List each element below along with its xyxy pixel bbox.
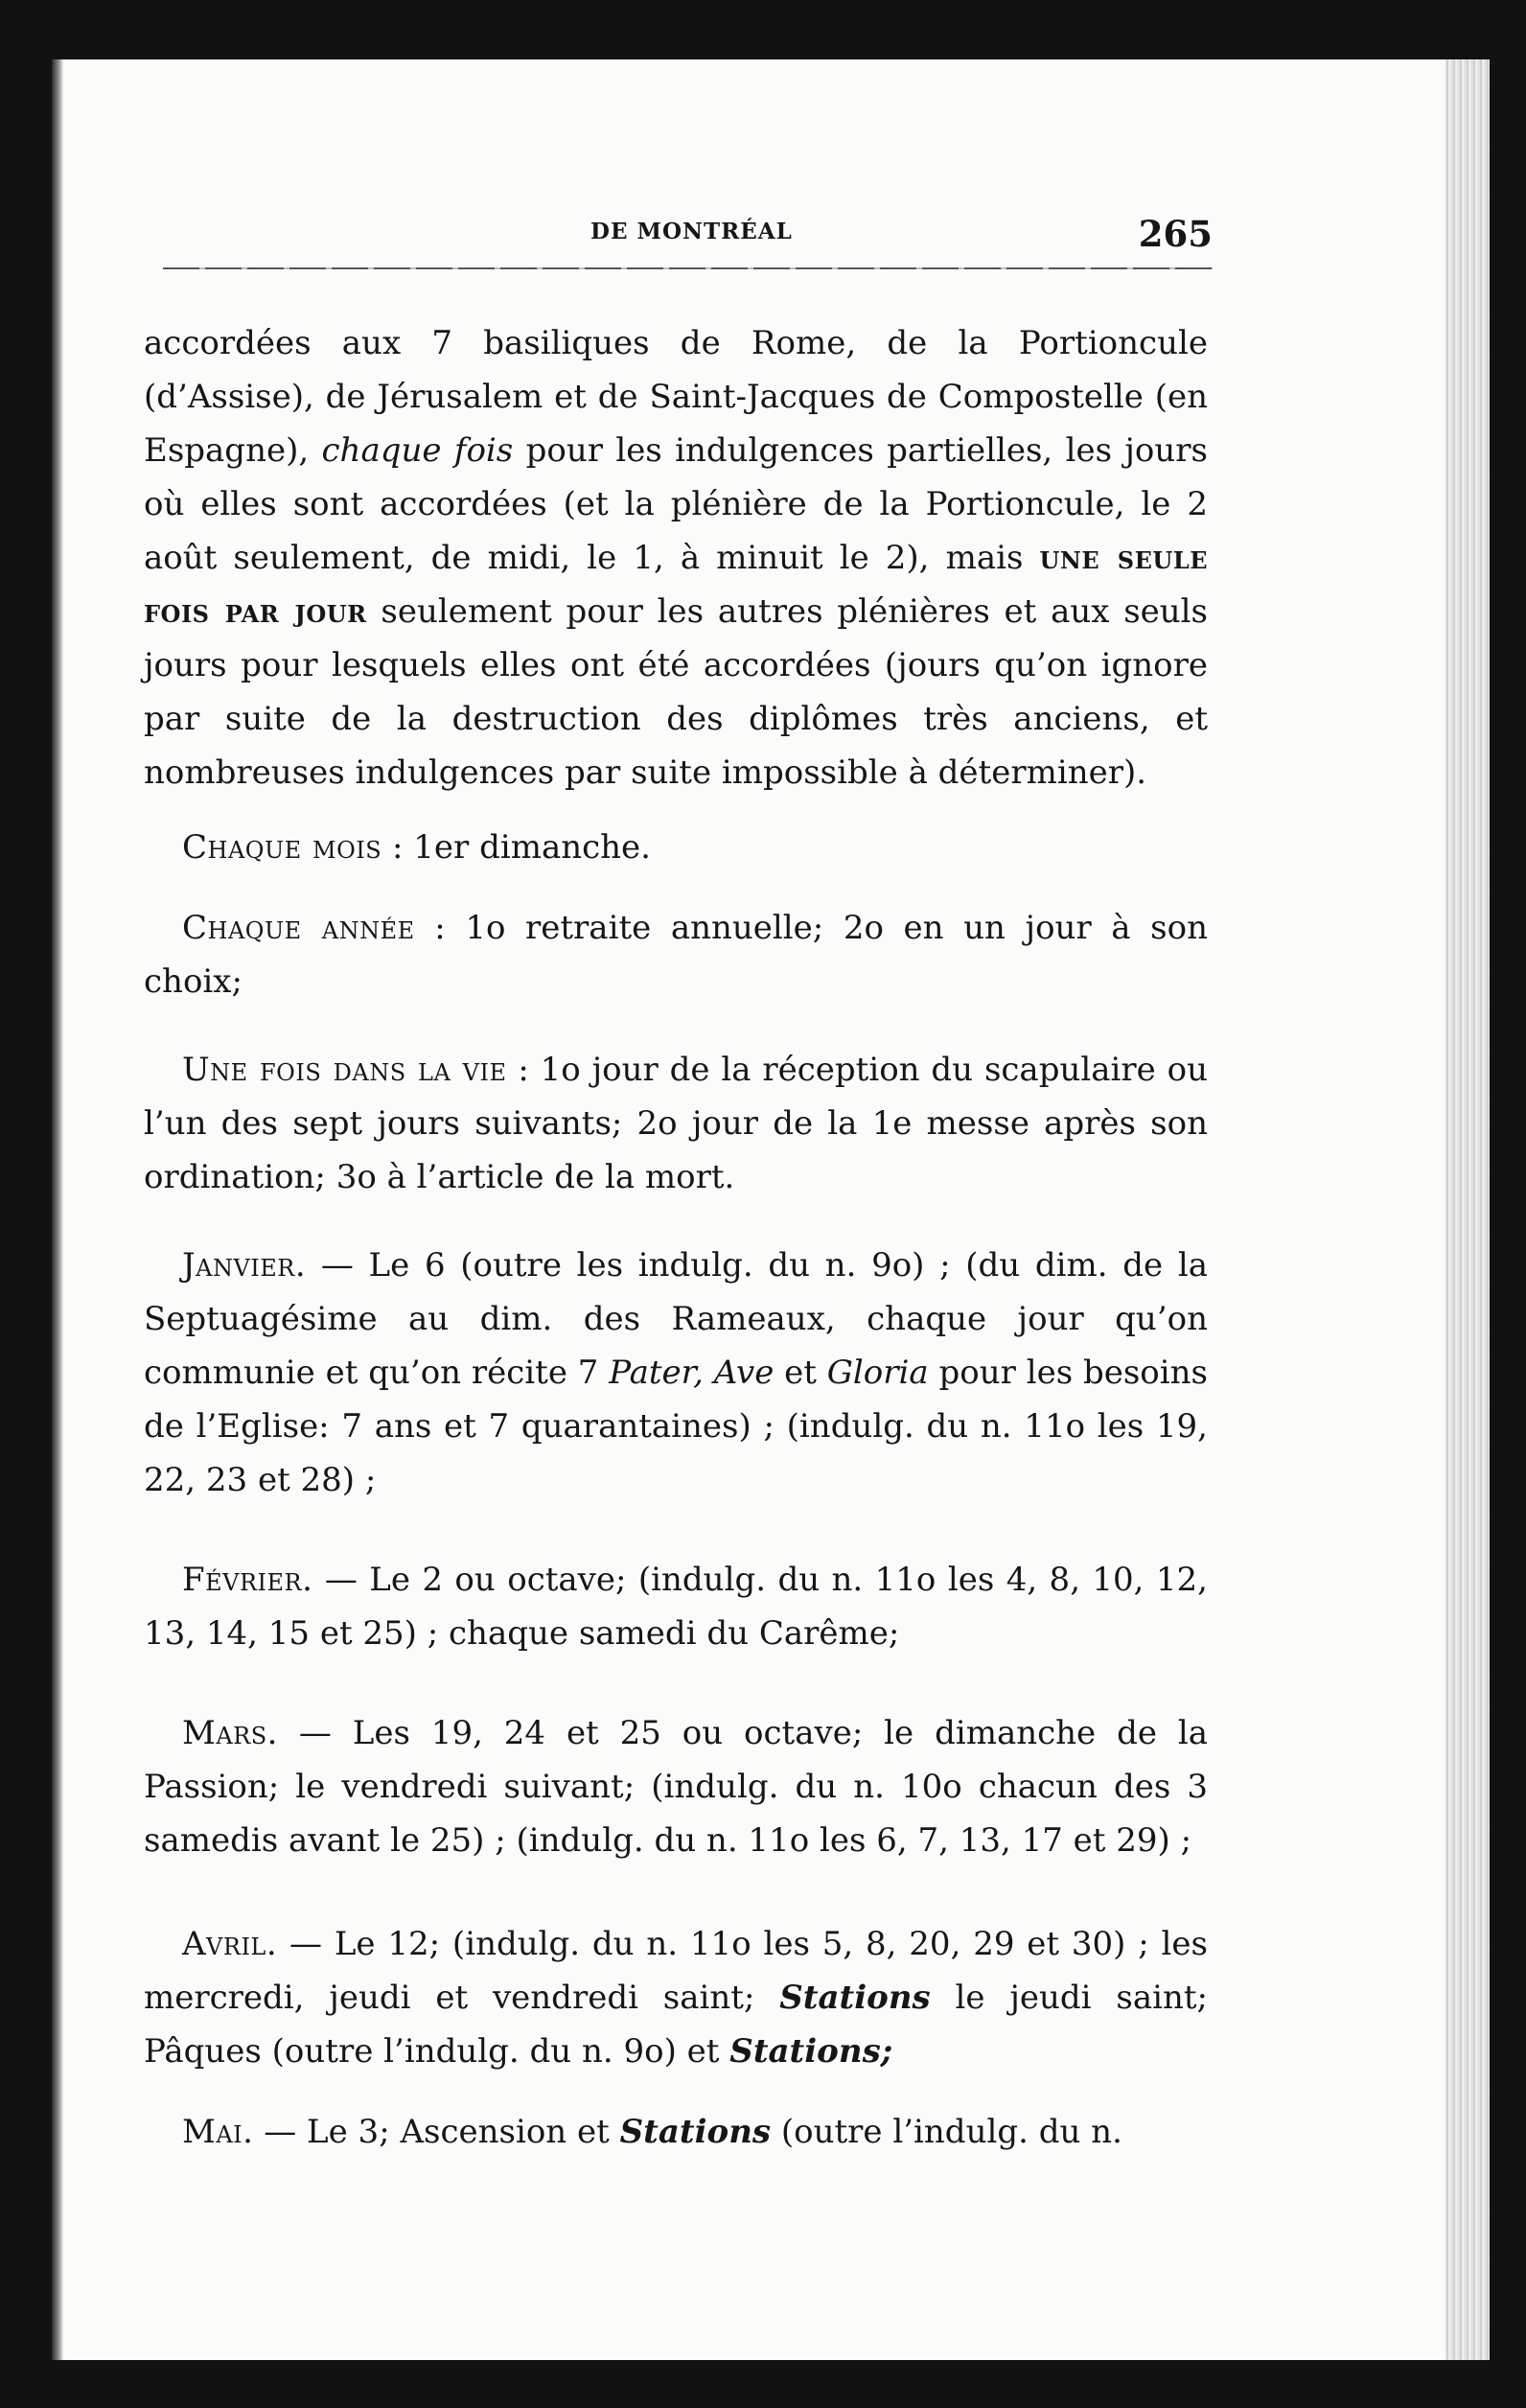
label-chaque-mois: Chaque mois [182, 828, 382, 867]
header-rule [163, 267, 1213, 269]
paragraph-mai: Mai. — Le 3; Ascension et Stations (outre l’indulg. du n. [182, 2113, 1122, 2151]
running-title: DE MONTRÉAL [590, 219, 793, 244]
page-edges [1445, 59, 1490, 2360]
page-number: 265 [1138, 213, 1213, 255]
label-avril: Avril. [182, 1925, 278, 1963]
paragraph-chaque-annee: Chaque année : 1o retraite annuelle; 2o en un jour à son choix; [144, 909, 1208, 1001]
label-fevrier: Février. [182, 1561, 313, 1599]
paragraph-intro: accordées aux 7 basiliques de Rome, de la Portioncule (d’Assise), de Jérusalem et de Saint-Jacques de Compostelle (en Espagne), chaque fois pour les indulgences partielles, les jours où elles sont accordées (et la plénière de la Portioncule, le 2 août seulement, de midi, le 1, à minuit le 2), mais une seule fois par jour seulement pour les autres plénières et aux seuls jours pour lesquels elles ont été accordées (jours qu’on ignore par suite de la destruction des diplômes très anciens, et nombreuses indulgences par suite impossible à déterminer). [144, 324, 1209, 792]
paragraph-fevrier: Février. — Le 2 ou octave; (indulg. du n. 11o les 4, 8, 10, 12, 13, 14, 15 et 25) ; chaque samedi du Carême; [144, 1561, 1208, 1653]
label-une-fois: Une fois dans la vie [182, 1051, 507, 1089]
page-gutter-shadow [52, 59, 63, 2360]
paragraph-mars: Mars. — Les 19, 24 et 25 ou octave; le dimanche de la Passion; le vendredi suivant; (indulg. du n. 10o chacun des 3 samedis avant le 25) ; (indulg. du n. 11o les 6, 7, 13, 17 et 29) ; [144, 1714, 1208, 1860]
page-header [163, 213, 1213, 268]
paragraph-avril: Avril. — Le 12; (indulg. du n. 11o les 5, 8, 20, 29 et 30) ; les mercredi, jeudi et vendredi saint; Stations le jeudi saint; Pâques (outre l’indulg. du n. 9o) et Stations; [144, 1925, 1208, 2071]
label-janvier: Janvier. [182, 1246, 307, 1285]
label-mai: Mai. [182, 2113, 254, 2151]
paragraph-une-fois: Une fois dans la vie : 1o jour de la réception du scapulaire ou l’un des sept jours suivants; 2o jour de la 1e messe après son ordination; 3o à l’article de la mort. [144, 1051, 1208, 1196]
paragraph-janvier: Janvier. — Le 6 (outre les indulg. du n. 9o) ; (du dim. de la Septuagésime au dim. des Rameaux, chaque jour qu’on communie et qu’on récite 7 Pater, Ave et Gloria pour les besoins de l’Eglise: 7 ans et 7 quarantaines) ; (indulg. du n. 11o les 19, 22, 23 et 28) ; [144, 1246, 1208, 1499]
paragraph-chaque-mois: Chaque mois : 1er dimanche. [182, 828, 651, 867]
label-chaque-annee: Chaque année [182, 909, 415, 947]
label-mars: Mars. [182, 1714, 278, 1752]
body-text [144, 316, 1208, 2159]
